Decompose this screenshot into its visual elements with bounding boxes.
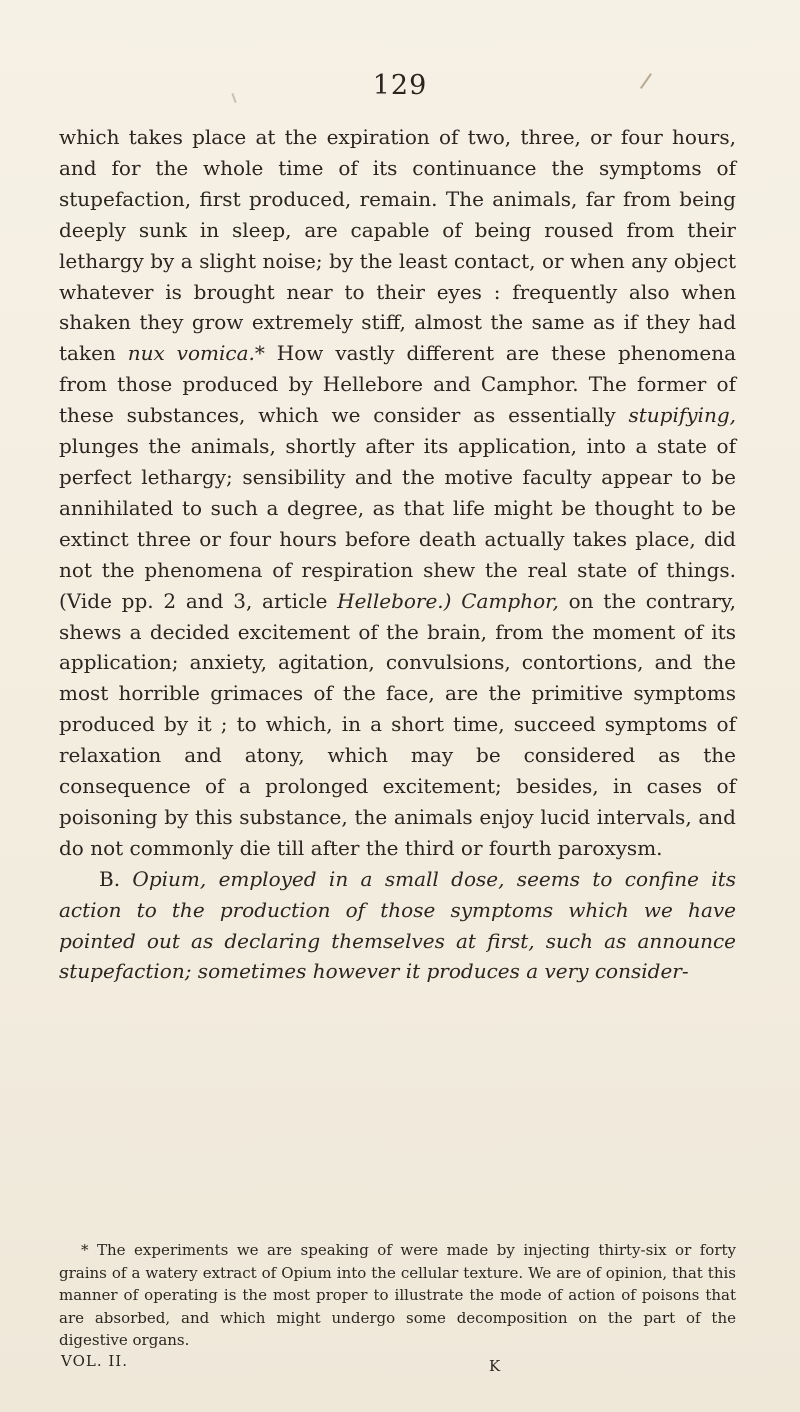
footnote [59,1239,736,1352]
volume-label: VOL. II. [61,1352,128,1370]
paragraph: B. Opium, employed in a small dose, seems to confine its action to the production of those symptoms which we have pointed out as declaring themselves at first, such as announce stupefaction; sometimes however it produces a very consider- [59,866,736,984]
paragraph: which takes place at the expiration of two, three, or four hours, and for the whole time of its continuance the symptoms of stupefaction, first produced, remain. The animals, far from being deeply sunk in sleep, are capable of being roused from their lethargy by a slight noise; by the least contact, or when any object whatever is brought near to their eyes : frequently also when shaken they grow extremely stiff, almost the same as if they had taken nux vomica.* How vastly different are these phenomena from those produced by Hellebore and Camphor. The former of these substances, which we consider as essentially stupifying, plunges the animals, shortly after its application, into a state of perfect lethargy; sensibility and the motive faculty appear to be annihilated to such a degree, as that life might be thought to be extinct three or four hours before death actually takes place, did not the phenomena of respiration shew the real state of things. (Vide pp. 2 and 3, article Hellebore.) Camphor, on the contrary, shews a decided excitement of the brain, from the moment of its application; anxiety, agitation, convulsions, contortions, and the most horrible grimaces of the face, are the primitive symptoms produced by it ; to which, in a short time, succeed symptoms of relaxation and atony, which may be considered as the consequence of a prolonged excitement; besides, in cases of poisoning by this substance, the animals enjoy lucid intervals, and do not commonly die till after the third or fourth paroxysm. [59,125,736,860]
body-text [59,122,736,987]
page-number: 129 [372,70,428,101]
signature-mark: K [489,1357,501,1375]
signature-line [59,1352,736,1378]
footnote-text: * The experiments we are speaking of were made by injecting thirty-six or forty grains of a watery extract of Opium into the cellular texture. We are of opinion, that this manner of operating is the most proper to illustrate the mode of action of poisons that are absorbed, and which might undergo some decomposition on the part of the digestive organs. [59,1241,736,1349]
